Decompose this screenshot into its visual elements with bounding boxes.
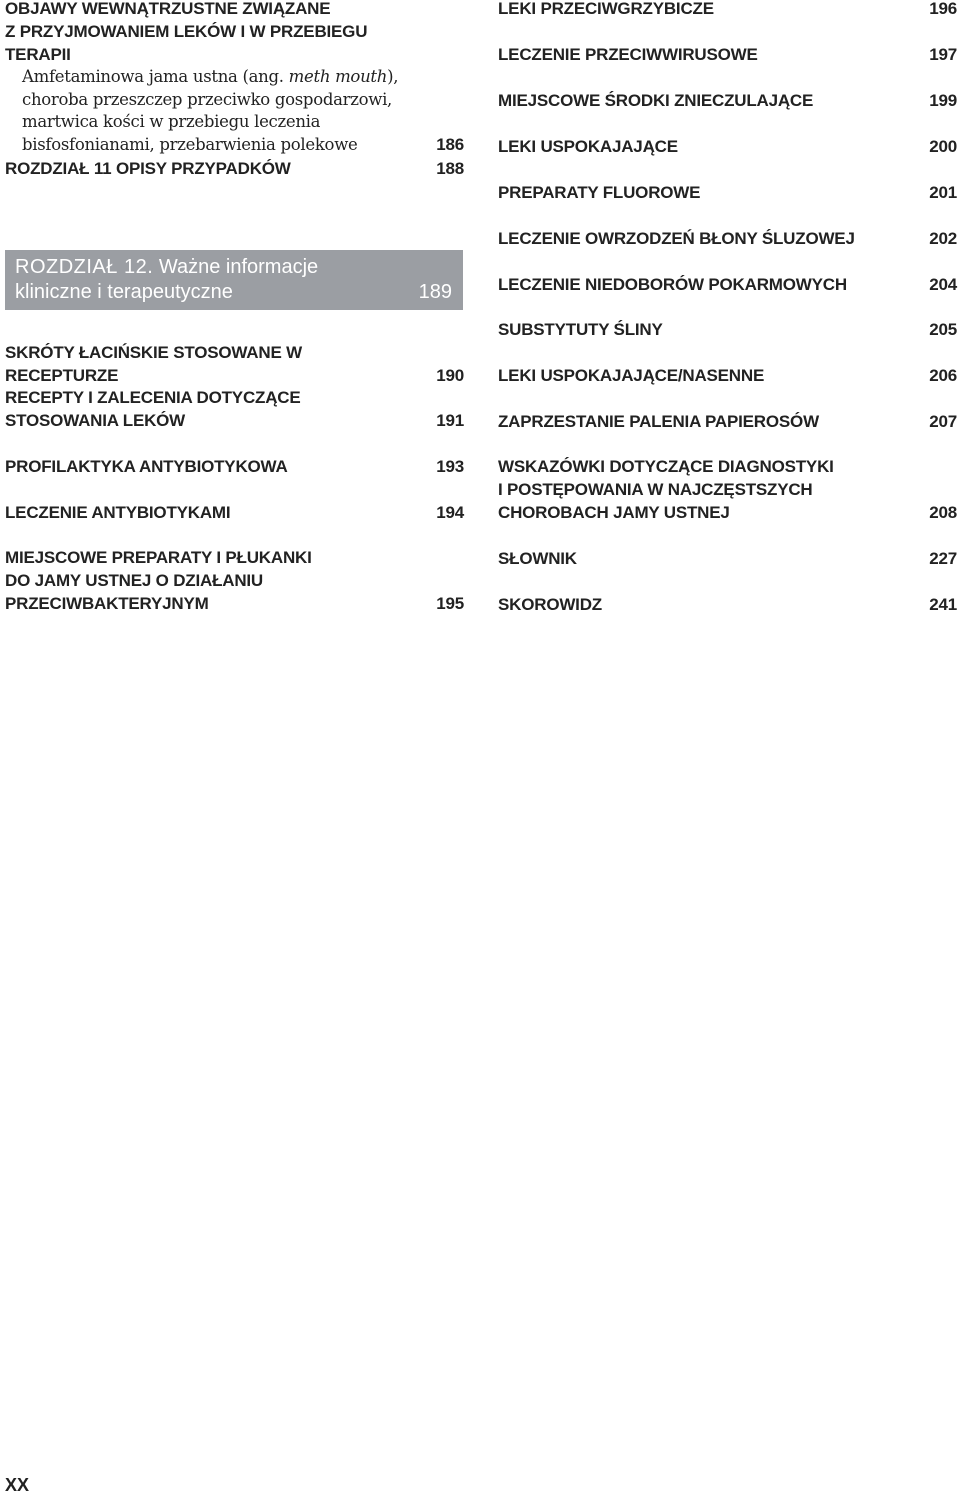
subtopics-text-2: ), choroba przeszczep przeciwko gospodarzowi, martwica kości w przebiegu leczenia bisfosfonianami, przebarwienia polekowe	[22, 67, 399, 154]
toc-entry-title: SKRÓTY ŁACIŃSKIE STOSOWANE W RECEPTURZE	[5, 343, 302, 385]
chapter-12-label	[15, 255, 395, 305]
toc-entry-miejscowe-preparaty[interactable]	[5, 546, 464, 615]
toc-entry-objawy[interactable]	[5, 0, 464, 156]
toc-entry-recepty[interactable]	[5, 386, 464, 432]
toc-page-number: 196	[929, 0, 957, 18]
toc-entry-title: LEKI USPOKAJAJĄCE/NASENNE	[498, 366, 765, 385]
toc-entry-title: PROFILAKTYKA ANTYBIOTYKOWA	[5, 457, 288, 476]
toc-entry-leczenie-antybiotykami[interactable]	[5, 501, 464, 524]
toc-entry-title: OBJAWY WEWNĄTRZUSTNE ZWIĄZANE Z PRZYJMOWANIEM LEKÓW I W PRZEBIEGU TERAPII	[5, 0, 368, 64]
toc-page-number: 186	[436, 135, 464, 154]
toc-page-number: 194	[436, 503, 464, 522]
toc-page-number: 201	[929, 183, 957, 202]
toc-page-number: 200	[929, 137, 957, 156]
toc-page-number: 191	[436, 411, 464, 430]
toc-entry-title: MIEJSCOWE PREPARATY I PŁUKANKI DO JAMY USTNEJ O DZIAŁANIU PRZECIWBAKTERYJNYM	[5, 548, 312, 613]
toc-page-number: 195	[436, 594, 464, 613]
toc-page-number: 206	[929, 366, 957, 385]
toc-entry-skroty-lacinskie[interactable]	[5, 341, 464, 387]
toc-entry-title: SŁOWNIK	[498, 549, 577, 568]
toc-page-number: 190	[436, 366, 464, 385]
toc-page-number: 227	[929, 549, 957, 568]
toc-entry-profilaktyka[interactable]	[5, 455, 464, 478]
toc-entry-title: SKOROWIDZ	[498, 595, 602, 614]
chapter-12-heading[interactable]	[5, 250, 463, 310]
toc-page-number: 207	[929, 412, 957, 431]
toc-entry-leki-uspokajajace[interactable]	[498, 135, 957, 158]
toc-entry-title: PREPARATY FLUOROWE	[498, 183, 701, 202]
toc-entry-title: LEKI PRZECIWGRZYBICZE	[498, 0, 714, 18]
toc-entry-leczenie-przeciwwirusowe[interactable]	[498, 43, 957, 66]
toc-page-number: 193	[436, 457, 464, 476]
footer-page-number: XX	[5, 1475, 30, 1495]
toc-entry-leki-nasenne[interactable]	[498, 364, 957, 387]
toc-entry-palenie-papierosow[interactable]	[498, 410, 957, 433]
toc-page-number: 188	[436, 159, 464, 178]
toc-page-number: 204	[929, 275, 957, 294]
toc-page-number: 205	[929, 320, 957, 339]
chapter-12-page-number: 189	[418, 281, 452, 303]
toc-entry-srodki-znieczulajace[interactable]	[498, 89, 957, 112]
toc-entry-title: LECZENIE OWRZODZEŃ BŁONY ŚLUZOWEJ	[498, 229, 855, 248]
toc-entry-wskazowki-diagnostyki[interactable]	[498, 455, 957, 524]
toc-page-number: 241	[929, 595, 957, 614]
toc-entry-owrzodzenia[interactable]	[498, 227, 957, 250]
chapter-12-title: Ważne informacje kliniczne i terapeutyczne	[15, 256, 319, 303]
toc-entry-substytuty-sliny[interactable]	[498, 318, 957, 341]
toc-entry-niedobory-pokarmowe[interactable]	[498, 273, 957, 296]
toc-entry-title: MIEJSCOWE ŚRODKI ZNIECZULAJĄCE	[498, 91, 814, 110]
toc-entry-title: WSKAZÓWKI DOTYCZĄCE DIAGNOSTYKI I POSTĘPOWANIA W NAJCZĘSTSZYCH CHOROBACH JAMY USTNEJ	[498, 457, 834, 522]
toc-page-number: 197	[929, 45, 957, 64]
toc-page-number: 208	[929, 503, 957, 522]
toc-page-number: 202	[929, 229, 957, 248]
toc-entry-preparaty-fluorowe[interactable]	[498, 181, 957, 204]
toc-page-number: 199	[929, 91, 957, 110]
toc-entry-subtopics	[5, 66, 464, 156]
toc-entry-title: LECZENIE ANTYBIOTYKAMI	[5, 503, 231, 522]
toc-entry-skorowidz[interactable]	[498, 593, 957, 616]
toc-entry-title: LECZENIE PRZECIWWIRUSOWE	[498, 45, 758, 64]
toc-entry-rozdzial-11[interactable]	[5, 157, 464, 180]
toc-entry-slownik[interactable]	[498, 547, 957, 570]
toc-entry-title: SUBSTYTUTY ŚLINY	[498, 320, 663, 339]
toc-entry-title: RECEPTY I ZALECENIA DOTYCZĄCE STOSOWANIA LEKÓW	[5, 388, 301, 430]
toc-entry-title: LEKI USPOKAJAJĄCE	[498, 137, 678, 156]
toc-entry-title: ROZDZIAŁ 11 OPISY PRZYPADKÓW	[5, 159, 291, 178]
subtopics-text-1: Amfetaminowa jama ustna (ang.	[22, 67, 289, 86]
toc-entry-title: ZAPRZESTANIE PALENIA PAPIEROSÓW	[498, 412, 819, 431]
toc-entry-leki-przeciwgrzybicze[interactable]	[498, 0, 957, 20]
toc-entry-title: LECZENIE NIEDOBORÓW POKARMOWYCH	[498, 275, 847, 294]
chapter-12-number: ROZDZIAŁ 12.	[15, 256, 154, 278]
subtopics-italic-term: meth mouth	[288, 67, 388, 86]
